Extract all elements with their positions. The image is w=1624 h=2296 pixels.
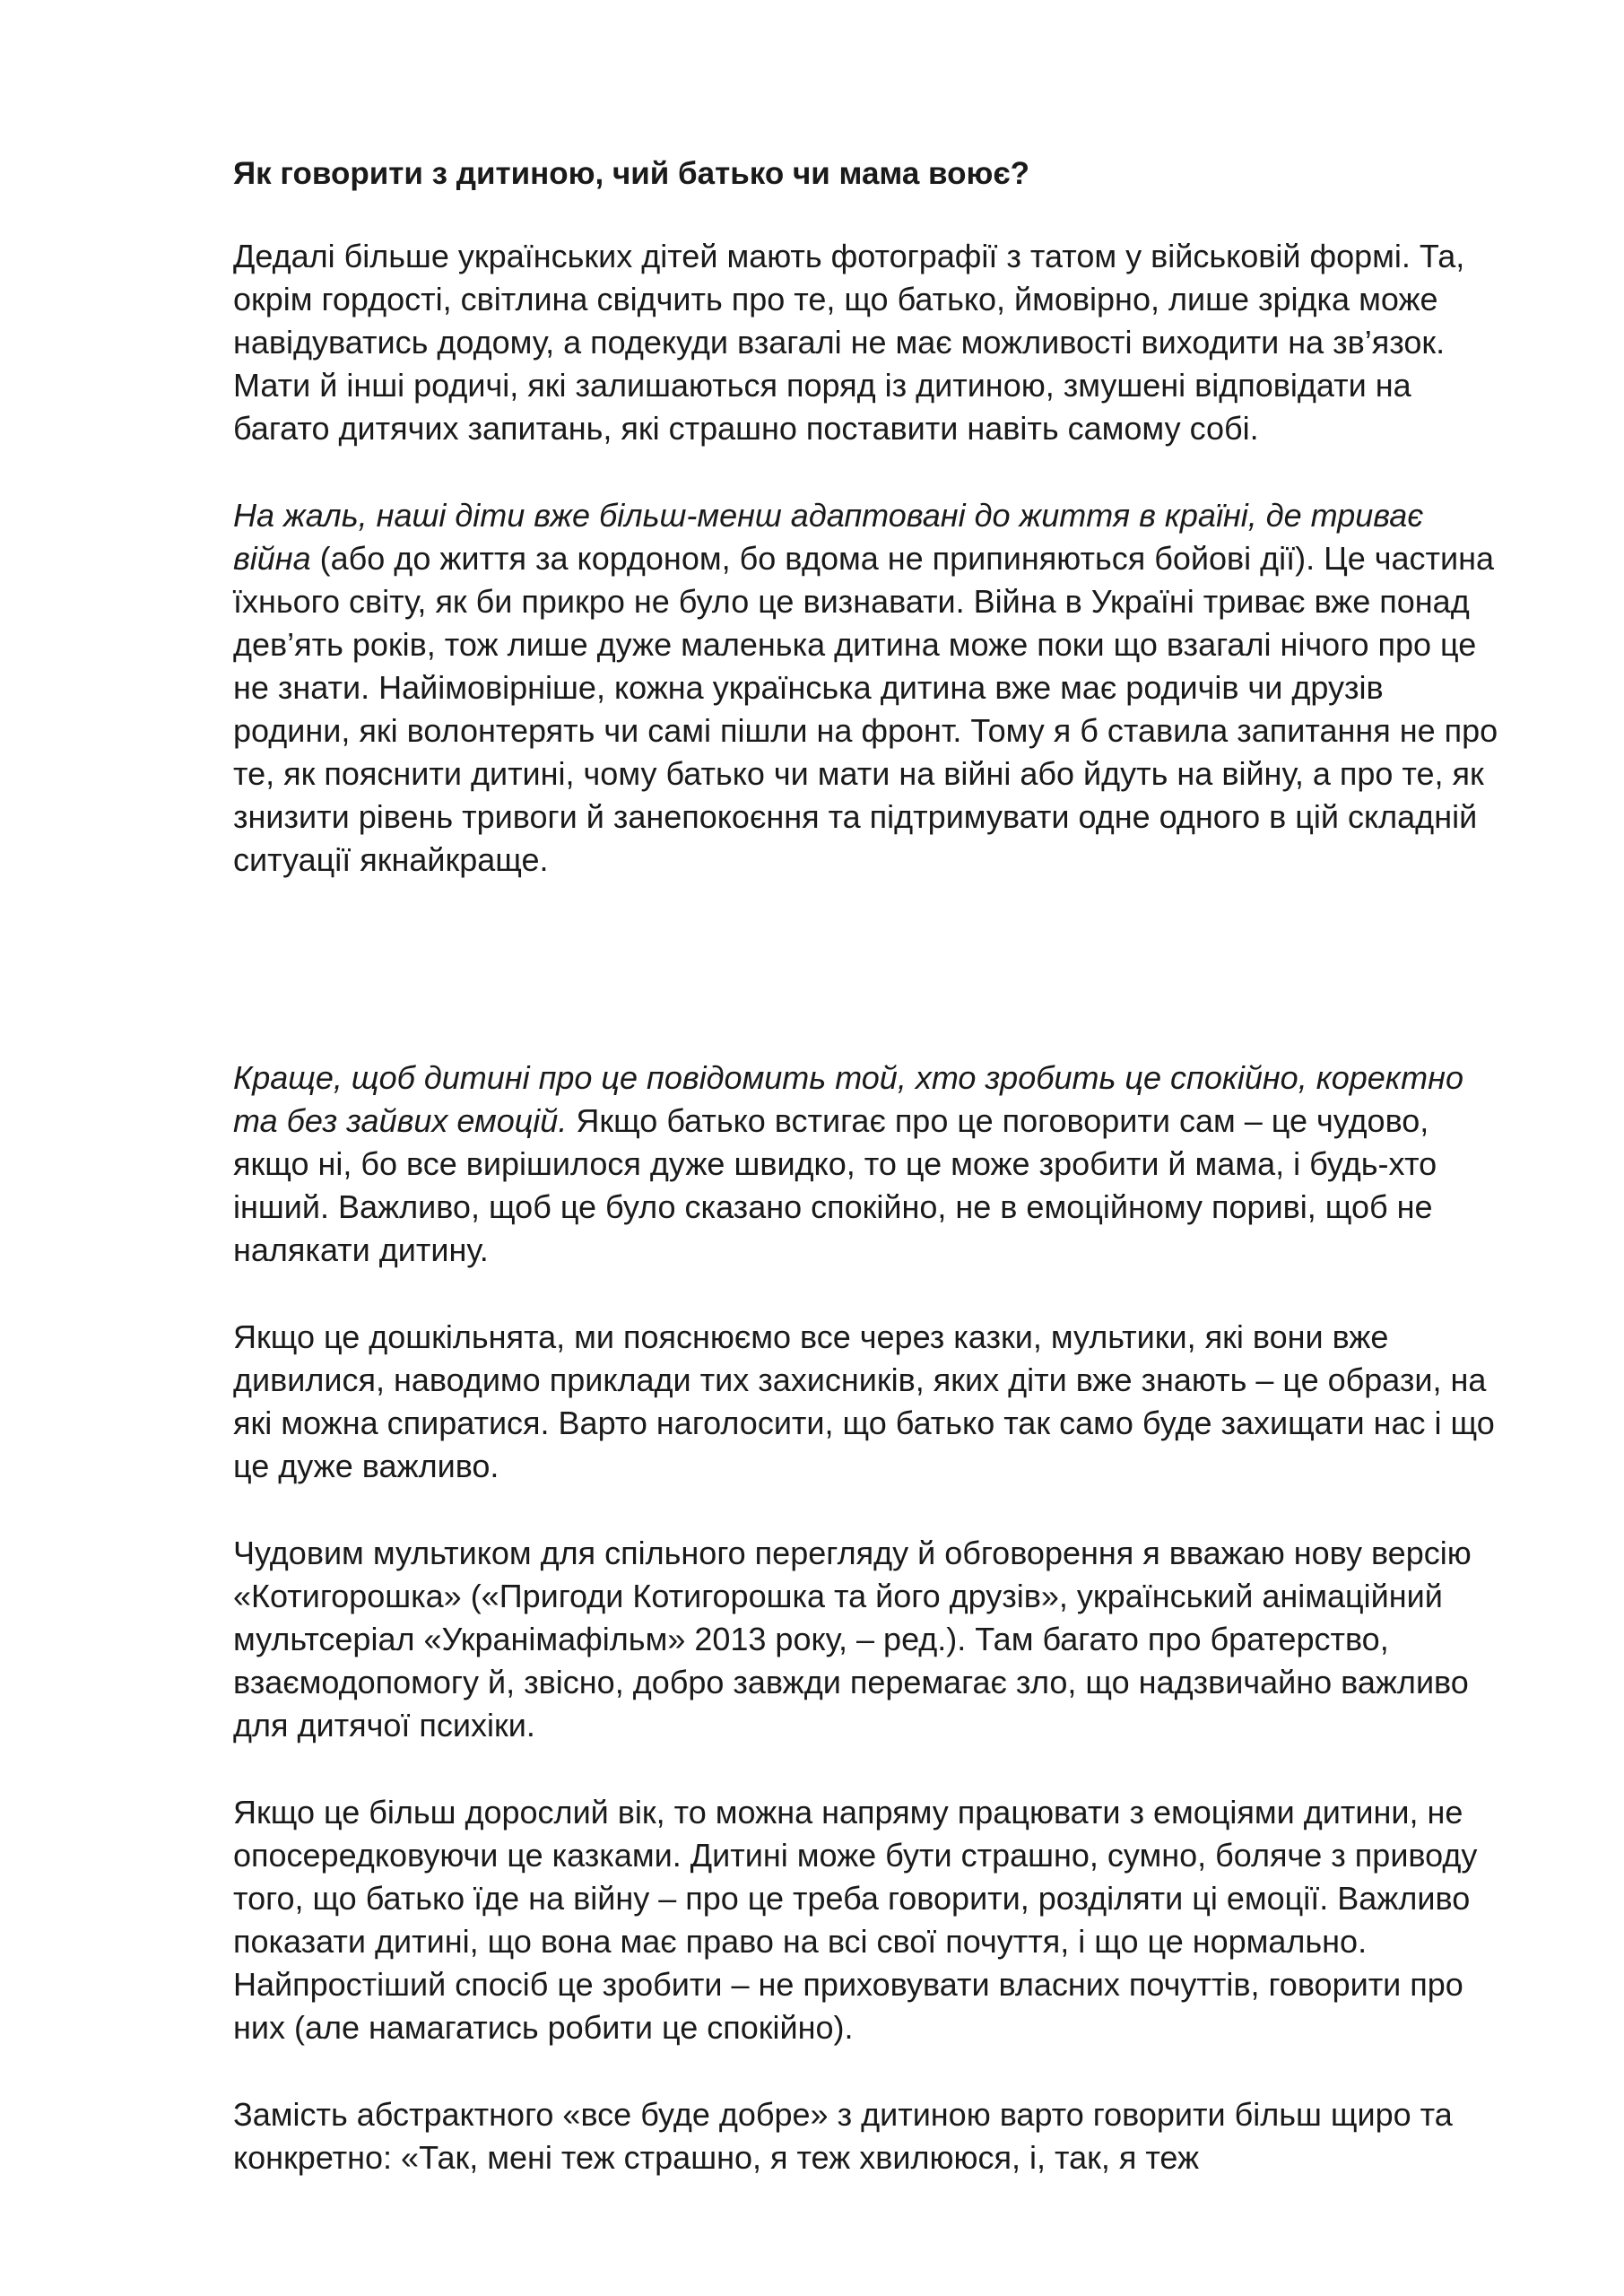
paragraph-3-text: Якщо батько встигає про це поговорити сам – це чудово, якщо ні, бо все вирішилося дуже швидко, то це може зробити й мама, і будь-хто інший. Важливо, щоб це було сказано спокійно, не в емоційному пориві, щоб не налякати дитину. xyxy=(233,1102,1437,1268)
paragraph-2 xyxy=(233,494,1507,882)
paragraph-4 xyxy=(233,1316,1507,1488)
paragraph-7-text: Замість абстрактного «все буде добре» з дитиною варто говорити більш щиро та конкретно: «Так, мені теж страшно, я теж хвилююся, і, так, я теж xyxy=(233,2096,1453,2176)
paragraph-6-text: Якщо це більш дорослий вік, то можна напряму працювати з емоціями дитини, не опосередковуючи це казками. Дитині може бути страшно, сумно, боляче з приводу того, що батько їде на війну – про це треба говорити, розділяти ці емоції. Важливо показати дитині, що вона має право на всі свої почуття, і що це нормально. Найпростіший спосіб це зробити – не приховувати власних почуттів, говорити про них (але намагатись робити це спокійно). xyxy=(233,1794,1478,2046)
paragraph-2-italic: На жаль, наші діти вже більш-менш адаптовані до життя в країні, де триває війна xyxy=(233,497,1424,577)
paragraph-7 xyxy=(233,2093,1507,2179)
paragraph-3-italic: Краще, щоб дитині про це повідомить той, хто зробить це спокійно, коректно та без зайвих емоцій. xyxy=(233,1059,1463,1139)
paragraph-4-text: Якщо це дошкільнята, ми пояснюємо все через казки, мультики, які вони вже дивилися, наводимо приклади тих захисників, яких діти вже знають – це образи, на які можна спиратися. Варто наголосити, що батько так само буде захищати нас і що це дуже важливо. xyxy=(233,1318,1495,1484)
paragraph-3 xyxy=(233,1057,1507,1272)
document-title: Як говорити з дитиною, чий батько чи мама воює? xyxy=(233,156,1030,191)
paragraph-2-text: (або до життя за кордоном, бо вдома не припиняються бойові дії). Це частина їхнього світу, як би прикро не було це визнавати. Війна в Україні триває вже понад дев’ять років, тож лише дуже маленька дитина може поки що взагалі нічого про це не знати. Найімовірніше, кожна українська дитина вже має родичів чи друзів родини, які волонтерять чи самі пішли на фронт. Тому я б ставила запитання не про те, як пояснити дитині, чому батько чи мати на війні або йдуть на війну, а про те, як знизити рівень тривоги й занепокоєння та підтримувати одне одного в цій складній ситуації якнайкраще. xyxy=(233,540,1498,878)
paragraph-1-text: Дедалі більше українських дітей мають фотографії з татом у військовій формі. Та, окрім гордості, світлина свідчить про те, що батько, ймовірно, лише зрідка може навідуватись додому, а подекуди взагалі не має можливості виходити на зв’язок. Мати й інші родичі, які залишаються поряд із дитиною, змушені відповідати на багато дитячих запитань, які страшно поставити навіть самому собі. xyxy=(233,238,1465,447)
document-body xyxy=(233,152,1507,2223)
paragraph-6 xyxy=(233,1791,1507,2049)
paragraph-5-text: Чудовим мультиком для спільного перегляду й обговорення я вважаю нову версію «Котигорошка» («Пригоди Котигорошка та його друзів», український анімаційний мультсеріал «Укранімафільм» 2013 року, – ред.). Там багато про братерство, взаємодопомогу й, звісно, добро завжди перемагає зло, що надзвичайно важливо для дитячої психіки. xyxy=(233,1535,1472,1744)
paragraph-1 xyxy=(233,235,1507,450)
paragraph-5 xyxy=(233,1532,1507,1747)
